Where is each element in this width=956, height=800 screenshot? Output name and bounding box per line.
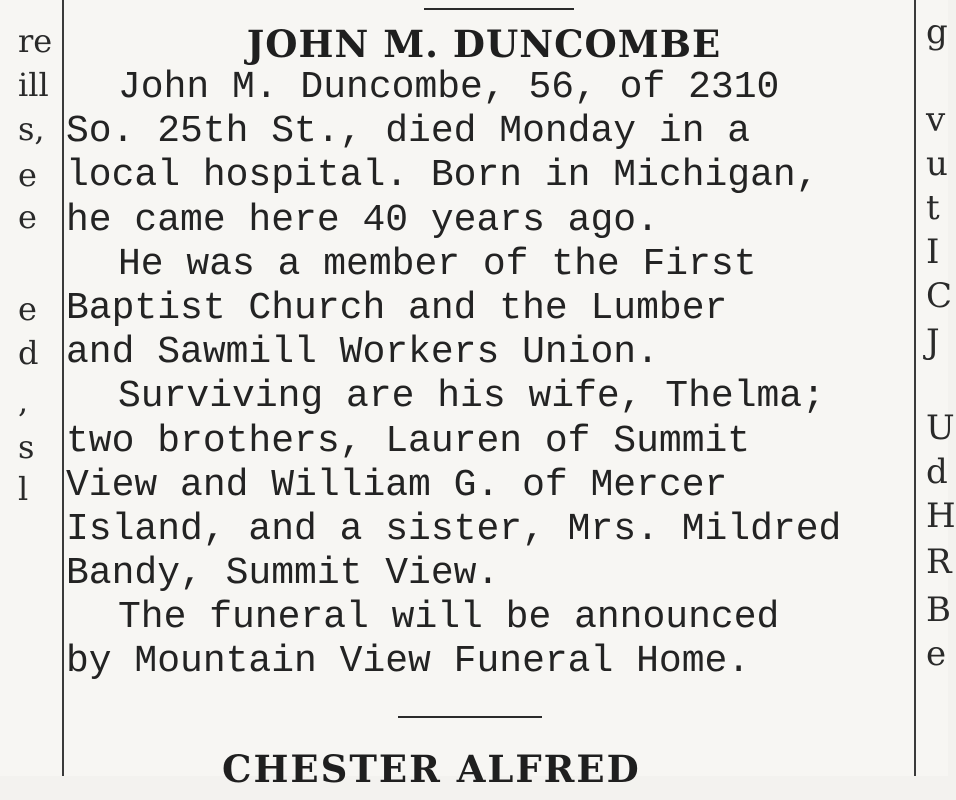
left-fragment: re	[18, 22, 53, 60]
right-fragment: U	[926, 408, 955, 448]
right-fragment: t	[926, 188, 940, 228]
top-rule	[424, 8, 574, 10]
article-line: by Mountain View Funeral Home.	[66, 640, 751, 684]
right-fragment: H	[926, 496, 956, 536]
left-column-rule	[62, 0, 64, 776]
left-fragment: ,	[18, 382, 29, 420]
article-line: Baptist Church and the Lumber	[66, 286, 728, 330]
article-line: local hospital. Born in Michigan,	[66, 154, 819, 198]
article-line: and Sawmill Workers Union.	[66, 331, 659, 375]
article-line: So. 25th St., died Monday in a	[66, 110, 751, 154]
article-line: two brothers, Lauren of Summit	[66, 419, 751, 463]
article-headline: JOHN M. DUNCOMBE	[246, 22, 722, 66]
right-fragment: R	[926, 542, 952, 582]
right-fragment: e	[926, 634, 947, 674]
left-column-fragments	[0, 0, 60, 776]
right-fragment: g	[926, 12, 948, 52]
left-fragment: d	[18, 334, 39, 372]
left-fragment: ill	[18, 66, 49, 104]
right-fragment: I	[926, 232, 940, 272]
article-line: View and William G. of Mercer	[66, 463, 728, 507]
article-line: He was a member of the First	[118, 242, 757, 286]
left-fragment: e	[18, 198, 37, 236]
next-article-headline: CHESTER ALFRED	[222, 747, 641, 791]
left-fragment: l	[18, 470, 29, 508]
right-column-rule	[914, 0, 916, 776]
left-fragment: s	[18, 428, 35, 466]
article-line: Bandy, Summit View.	[66, 552, 500, 596]
article-line: John M. Duncombe, 56, of 2310	[118, 66, 780, 109]
article-line: he came here 40 years ago.	[66, 198, 659, 242]
obituary-article	[66, 22, 902, 685]
right-fragment: d	[926, 452, 948, 492]
right-fragment: J	[926, 322, 940, 362]
left-fragment: s,	[18, 110, 45, 148]
right-fragment: C	[926, 276, 953, 316]
right-fragment: B	[926, 590, 951, 630]
article-line: Island, and a sister, Mrs. Mildred	[66, 507, 842, 551]
article-line: The funeral will be announced	[118, 596, 780, 640]
bottom-rule	[398, 716, 542, 718]
left-fragment: e	[18, 156, 37, 194]
right-fragment: v	[926, 100, 946, 140]
article-line: Surviving are his wife, Thelma;	[118, 375, 825, 419]
right-fragment: u	[926, 144, 948, 184]
left-fragment: e	[18, 290, 37, 328]
right-column-fragments	[918, 0, 956, 776]
